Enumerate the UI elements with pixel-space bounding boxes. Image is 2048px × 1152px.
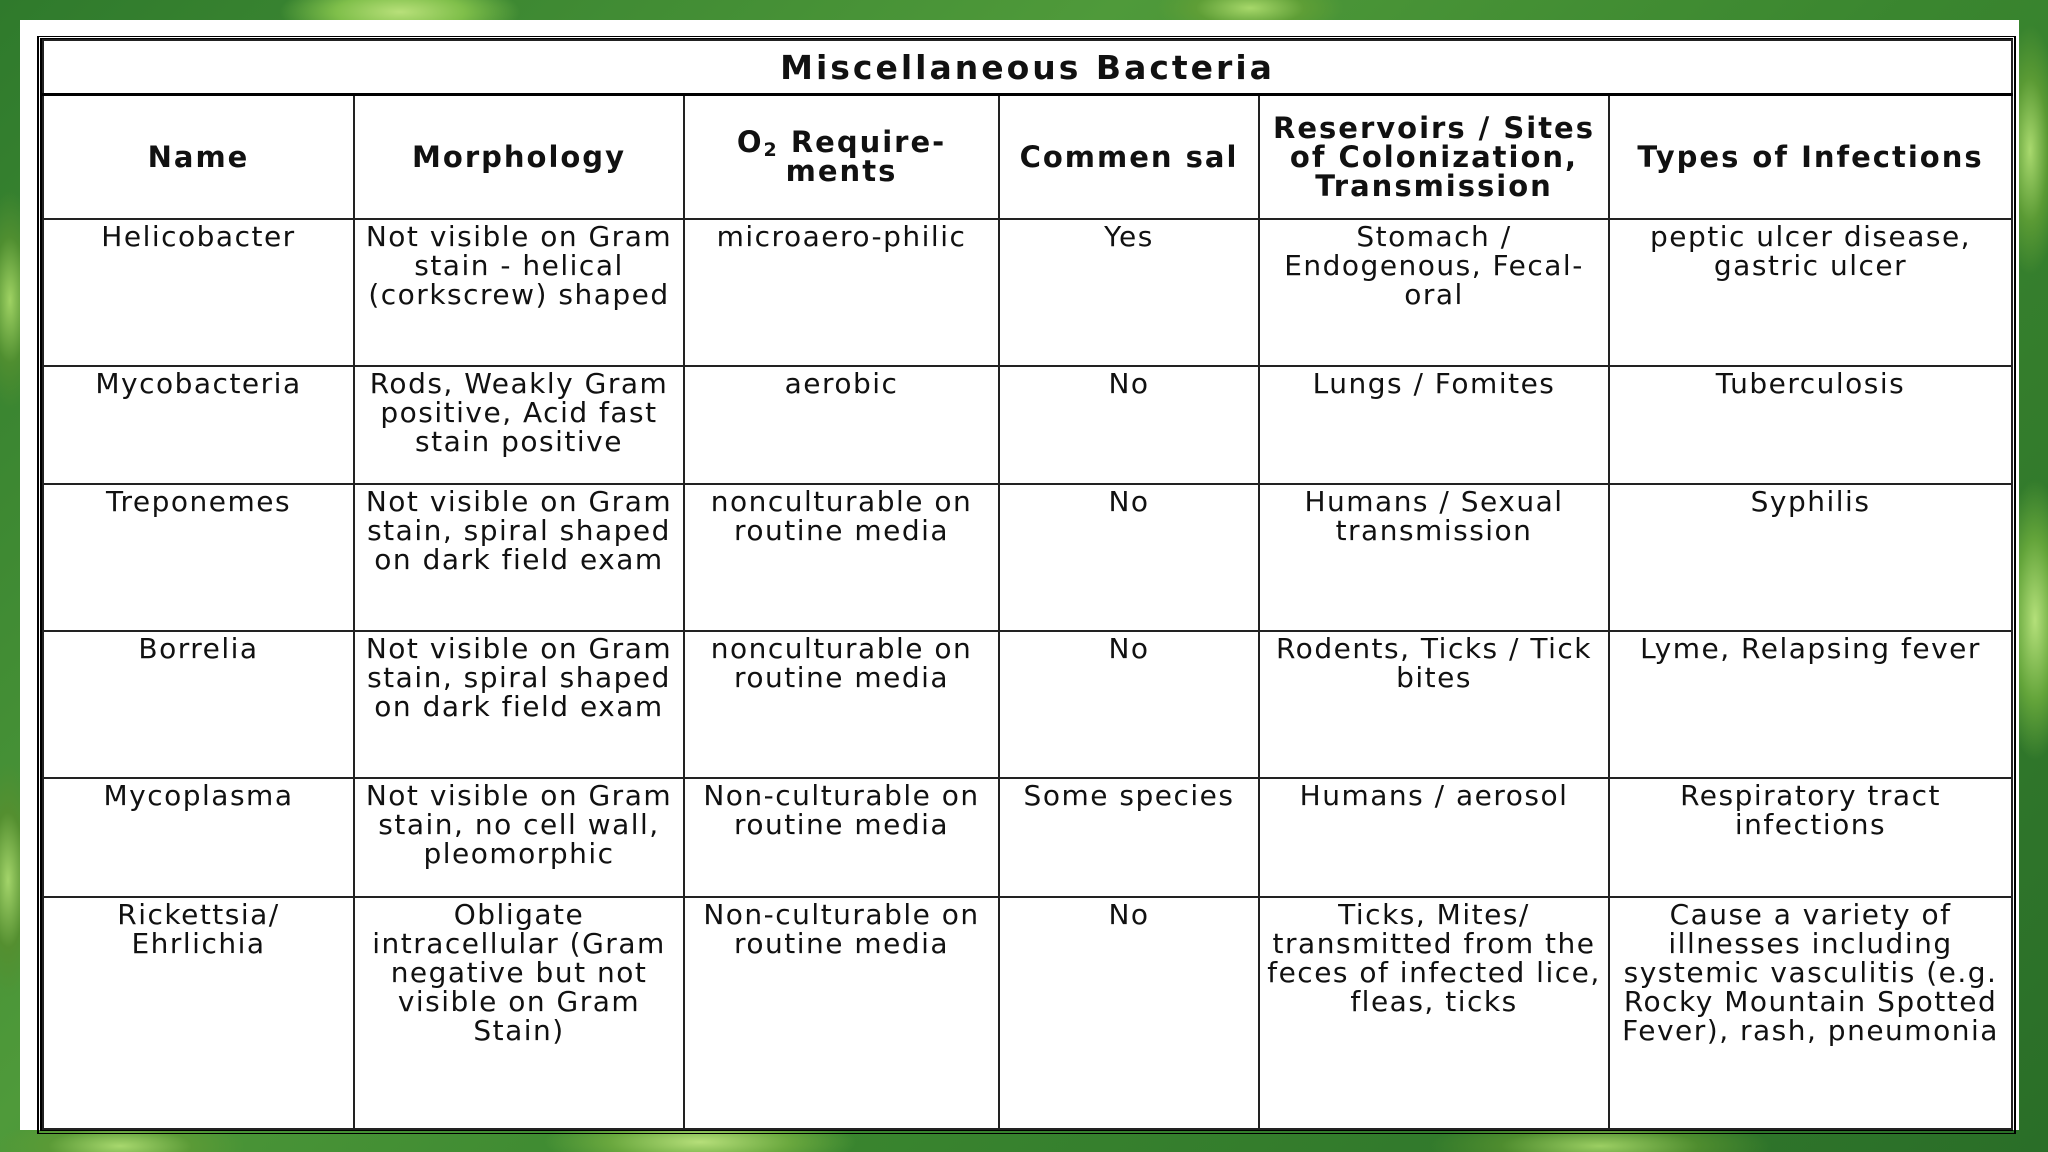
cell-reservoirs: Ticks, Mites/ transmitted from the feces of infected lice, fleas, ticks <box>1259 897 1609 1129</box>
table-row <box>43 366 2012 484</box>
cell-o2: Non-culturable on routine media <box>684 778 999 897</box>
cell-name: Mycobacteria <box>43 366 354 484</box>
cell-name: Treponemes <box>43 484 354 631</box>
cell-reservoirs: Humans / Sexual transmission <box>1259 484 1609 631</box>
cell-reservoirs: Lungs / Fomites <box>1259 366 1609 484</box>
table-row <box>43 484 2012 631</box>
cell-infections: Tuberculosis <box>1609 366 2012 484</box>
cell-morphology: Not visible on Gram stain - helical (corkscrew) shaped <box>354 219 684 366</box>
bacteria-table <box>42 39 2013 1130</box>
cell-commensal: No <box>999 366 1259 484</box>
cell-o2: nonculturable on routine media <box>684 484 999 631</box>
table-title: Miscellaneous Bacteria <box>43 40 2012 95</box>
table-row <box>43 631 2012 778</box>
header-infections: Types of Infections <box>1609 95 2012 220</box>
header-o2-prefix: O <box>736 125 764 159</box>
cell-morphology: Obligate intracellular (Gram negative but not visible on Gram Stain) <box>354 897 684 1129</box>
cell-o2: nonculturable on routine media <box>684 631 999 778</box>
cell-commensal: No <box>999 484 1259 631</box>
cell-o2: aerobic <box>684 366 999 484</box>
bacteria-table-frame <box>37 36 2016 1134</box>
cell-name: Mycoplasma <box>43 778 354 897</box>
cell-morphology: Not visible on Gram stain, no cell wall, pleomorphic <box>354 778 684 897</box>
cell-infections: Lyme, Relapsing fever <box>1609 631 2012 778</box>
cell-o2: microaero-philic <box>684 219 999 366</box>
header-name: Name <box>43 95 354 220</box>
header-o2-suffix: Require-ments <box>778 125 947 188</box>
header-o2-requirements <box>684 95 999 220</box>
slide-page <box>20 20 2019 1130</box>
cell-commensal: No <box>999 631 1259 778</box>
header-row <box>43 95 2012 220</box>
header-o2-subscript: 2 <box>763 139 779 161</box>
cell-morphology: Not visible on Gram stain, spiral shaped on dark field exam <box>354 484 684 631</box>
cell-infections: Cause a variety of illnesses including systemic vasculitis (e.g. Rocky Mountain Spotted Fever), rash, pneumonia <box>1609 897 2012 1129</box>
cell-name: Helicobacter <box>43 219 354 366</box>
table-row <box>43 778 2012 897</box>
cell-infections: Respiratory tract infections <box>1609 778 2012 897</box>
cell-infections: Syphilis <box>1609 484 2012 631</box>
cell-reservoirs: Humans / aerosol <box>1259 778 1609 897</box>
cell-name: Borrelia <box>43 631 354 778</box>
header-morphology: Morphology <box>354 95 684 220</box>
table-row <box>43 219 2012 366</box>
table-row <box>43 897 2012 1129</box>
cell-name: Rickettsia/ Ehrlichia <box>43 897 354 1129</box>
header-commensal: Commen sal <box>999 95 1259 220</box>
cell-commensal: Some species <box>999 778 1259 897</box>
cell-commensal: Yes <box>999 219 1259 366</box>
cell-morphology: Rods, Weakly Gram positive, Acid fast stain positive <box>354 366 684 484</box>
cell-morphology: Not visible on Gram stain, spiral shaped on dark field exam <box>354 631 684 778</box>
cell-o2: Non-culturable on routine media <box>684 897 999 1129</box>
header-reservoirs: Reservoirs / Sites of Colonization, Transmission <box>1259 95 1609 220</box>
cell-commensal: No <box>999 897 1259 1129</box>
cell-infections: peptic ulcer disease, gastric ulcer <box>1609 219 2012 366</box>
cell-reservoirs: Stomach / Endogenous, Fecal-oral <box>1259 219 1609 366</box>
cell-reservoirs: Rodents, Ticks / Tick bites <box>1259 631 1609 778</box>
